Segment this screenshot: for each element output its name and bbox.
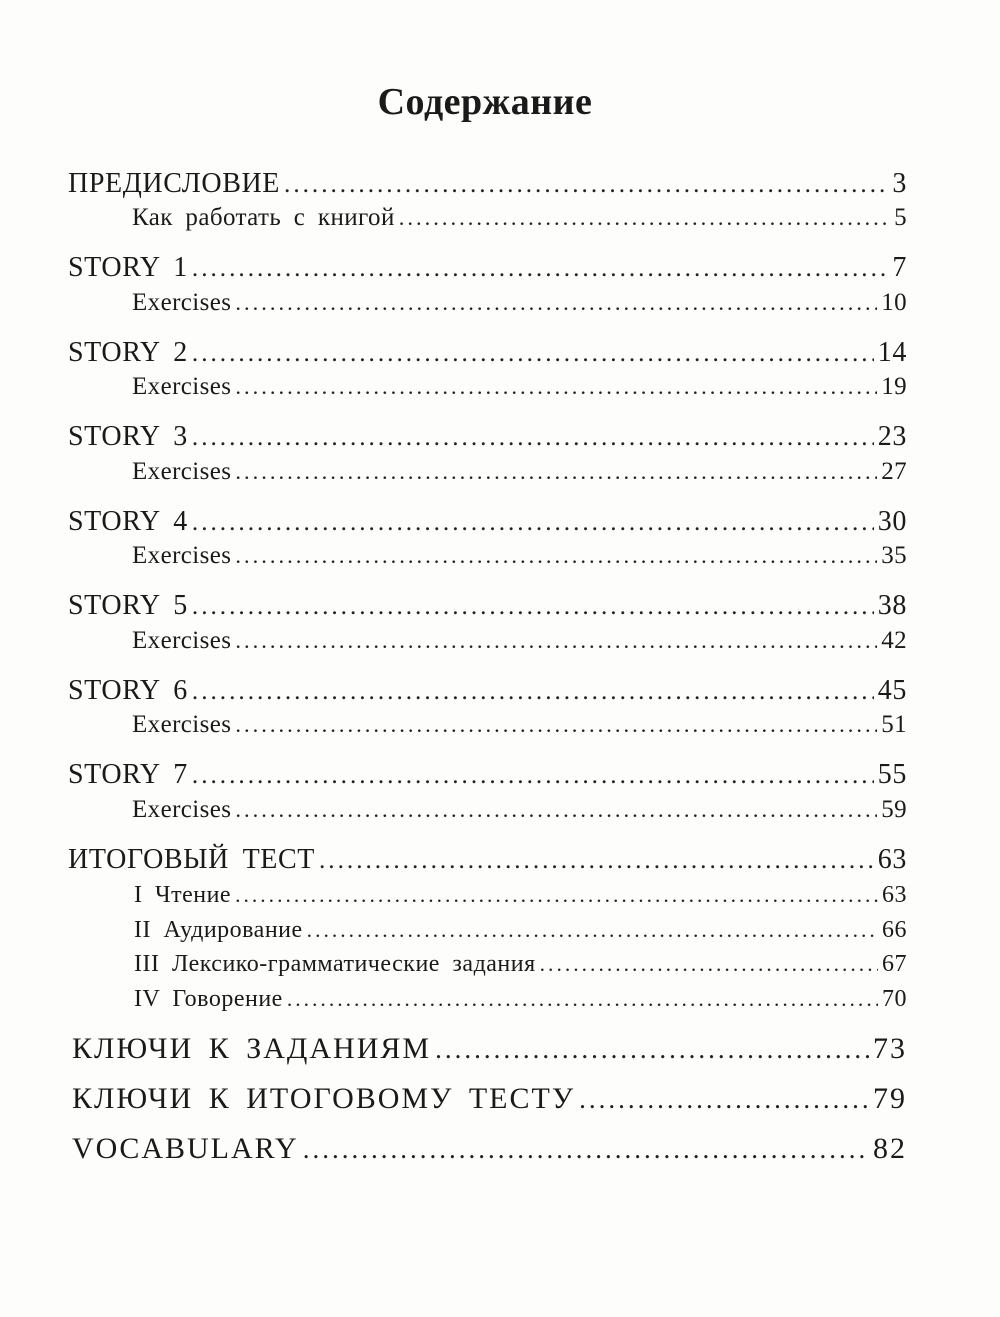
toc-entry-label: STORY 2 <box>68 337 188 368</box>
dot-leader <box>235 290 877 316</box>
toc-entry-preface[interactable] <box>68 168 907 200</box>
toc-entry-page: 63 <box>877 844 907 875</box>
toc-entry-label: I Чтение <box>134 882 232 908</box>
toc-entry-label: Exercises <box>132 458 232 485</box>
dot-leader <box>192 424 874 452</box>
dot-leader <box>540 952 878 977</box>
toc-entry-label: ИТОГОВЫЙ ТЕСТ <box>68 844 315 875</box>
toc-entry-page: 66 <box>882 917 907 943</box>
toc-entry-exercises-6[interactable] <box>132 711 907 739</box>
toc-entry-story-1[interactable] <box>68 252 907 284</box>
toc-entry-page: 45 <box>877 675 907 706</box>
dot-leader <box>235 628 877 654</box>
toc-entry-exercises-1[interactable] <box>132 289 907 317</box>
dot-leader <box>192 762 874 790</box>
dot-leader <box>303 1134 869 1165</box>
toc-entry-exercises-5[interactable] <box>132 627 907 655</box>
toc-entry-label: Exercises <box>132 711 232 738</box>
dot-leader <box>235 374 877 400</box>
dot-leader <box>284 171 888 199</box>
toc-entry-label: ПРЕДИСЛОВИЕ <box>68 168 281 199</box>
dot-leader <box>579 1084 869 1115</box>
dot-leader <box>235 797 877 823</box>
toc-entry-label: III Лексико-грамматические задания <box>134 951 536 977</box>
toc-entry-label: КЛЮЧИ К ИТОГОВОМУ ТЕСТУ <box>72 1082 576 1115</box>
toc-entry-page: 10 <box>881 289 907 316</box>
toc-entry-exercises-2[interactable] <box>132 373 907 401</box>
toc-entry-page: 67 <box>882 951 907 977</box>
toc-entry-story-2[interactable] <box>68 337 907 369</box>
toc-entry-page: 59 <box>881 796 907 823</box>
toc-entry-final-test[interactable] <box>68 844 907 876</box>
toc-entry-label: STORY 3 <box>68 421 188 452</box>
page-title: Содержание <box>377 81 593 123</box>
toc-entry-page: 14 <box>877 337 907 368</box>
toc-entry-page: 79 <box>873 1082 907 1115</box>
toc-entry-test-keys[interactable] <box>72 1082 907 1116</box>
toc-entry-page: 63 <box>882 882 907 908</box>
toc-entry-label: Exercises <box>132 373 232 400</box>
dot-leader <box>192 678 874 706</box>
toc-entry-label: STORY 5 <box>68 590 188 621</box>
toc-entry-page: 5 <box>894 204 907 231</box>
dot-leader <box>192 509 874 537</box>
toc-entry-story-7[interactable] <box>68 759 907 791</box>
toc-entry-label: STORY 6 <box>68 675 188 706</box>
dot-leader <box>192 593 874 621</box>
toc-entry-label: IV Говорение <box>134 986 283 1012</box>
dot-leader <box>319 847 874 875</box>
toc-entry-page: 82 <box>873 1132 907 1165</box>
toc-entry-answer-keys[interactable] <box>72 1032 907 1066</box>
toc-entry-page: 27 <box>881 458 907 485</box>
toc-entry-exercises-3[interactable] <box>132 458 907 486</box>
toc-entry-page: 7 <box>892 252 907 283</box>
toc-entry-label: STORY 4 <box>68 506 188 537</box>
toc-entry-page: 30 <box>877 506 907 537</box>
dot-leader <box>192 340 874 368</box>
dot-leader <box>307 918 878 943</box>
toc-entry-story-5[interactable] <box>68 590 907 622</box>
toc-entry-story-4[interactable] <box>68 506 907 538</box>
toc-entry-page: 23 <box>877 421 907 452</box>
toc-entry-page: 51 <box>881 711 907 738</box>
dot-leader <box>235 712 877 738</box>
toc-entry-label: Exercises <box>132 289 232 316</box>
dot-leader <box>435 1034 869 1065</box>
toc-entry-story-3[interactable] <box>68 421 907 453</box>
toc-entry-label: Exercises <box>132 627 232 654</box>
toc-entry-exercises-7[interactable] <box>132 796 907 824</box>
toc-entry-page: 19 <box>881 373 907 400</box>
toc-entry-label: STORY 1 <box>68 252 188 283</box>
dot-leader <box>287 987 878 1012</box>
dot-leader <box>235 543 877 569</box>
toc-entry-page: 55 <box>877 759 907 790</box>
toc-entry-exercises-4[interactable] <box>132 542 907 570</box>
toc-entry-page: 73 <box>873 1032 907 1065</box>
toc-entry-reading[interactable] <box>134 882 907 909</box>
toc-entry-page: 38 <box>877 590 907 621</box>
toc-entry-page: 35 <box>881 542 907 569</box>
dot-leader <box>192 255 888 283</box>
dot-leader <box>235 459 877 485</box>
toc-entry-listening[interactable] <box>134 917 907 944</box>
toc-entry-speaking[interactable] <box>134 986 907 1013</box>
toc-entry-label: II Аудирование <box>134 917 303 943</box>
toc-entry-page: 70 <box>882 986 907 1012</box>
toc-entry-grammar-tasks[interactable] <box>134 951 907 978</box>
toc-entry-label: VOCABULARY <box>72 1132 299 1165</box>
dot-leader <box>235 883 878 908</box>
dot-leader <box>399 205 890 231</box>
toc-entry-label: Exercises <box>132 542 232 569</box>
toc-entry-story-6[interactable] <box>68 675 907 707</box>
toc-entry-page: 3 <box>892 168 907 199</box>
toc-entry-label: Как работать с книгой <box>132 204 395 231</box>
toc-entry-label: Exercises <box>132 796 232 823</box>
toc-entry-vocabulary[interactable] <box>72 1132 907 1166</box>
toc-entry-label: КЛЮЧИ К ЗАДАНИЯМ <box>72 1032 432 1065</box>
toc-entry-page: 42 <box>881 627 907 654</box>
toc-entry-label: STORY 7 <box>68 759 188 790</box>
toc-entry-how-to-use[interactable] <box>132 204 907 232</box>
